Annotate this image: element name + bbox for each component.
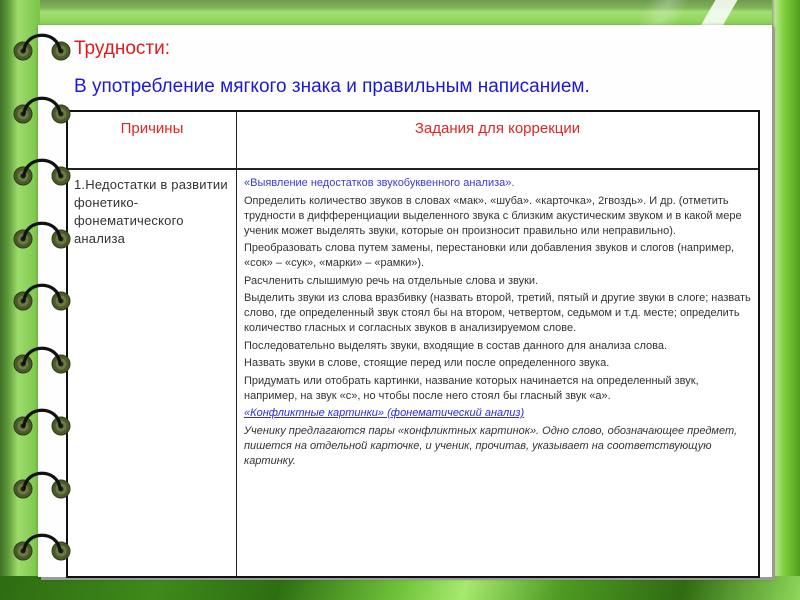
background-highlight-stripe [700, 0, 737, 26]
spiral-binding-ring-icon [10, 157, 72, 183]
task-item: Назвать звуки в слове, стоящие перед или после определенного звука. [244, 357, 610, 369]
spiral-binding-ring-icon [10, 532, 72, 558]
spiral-binding-ring-icon [10, 95, 72, 121]
task-item: Выделить звуки из слова вразбивку (назвать второй, третий, пятый и другие звуки в слоге; назвать слово, где определенный звук стоял бы на втором, четвертом, седьмом и т.д. месте; определить количество гласных и согласных звуков в анализируемом слове. [244, 292, 751, 334]
task-description: Ученику предлагаются пары «конфликтных картинок». Одно слово, обозначающее предмет, пишется на отдельной карточке, и ученик, прочитав, указывает на соответствующую картинку. [244, 424, 738, 467]
spiral-binding-ring-icon [10, 32, 72, 58]
task-item: Определить количество звуков в словах «мак». «шуба». «карточка», 2гвоздь». И др. (отметить трудности в дифференциации выделенного звука с близким акустическим звуком и в какой мере ученик может выделять звуки, которые он произносит правильно или неправильно). [244, 194, 742, 237]
header-causes: Причины [120, 120, 184, 137]
spiral-binding-ring-icon [10, 470, 72, 496]
task-item: Преобразовать слова путем замены, перестановки или добавления звуков и слогов (например, «сок» – «сук», «марки» – «рамки»). [244, 242, 735, 269]
header-correction-tasks: Задания для коррекции [414, 120, 581, 137]
conflict-pictures-link[interactable]: «Конфликтные картинки» (фонематический анализ) [244, 407, 525, 419]
background-bottom-strip [0, 576, 800, 600]
header-divider [68, 168, 758, 170]
task-heading: «Выявление недостатков звукобуквенного анализа». [244, 177, 515, 189]
task-item: Расчленить слышимую речь на отдельные слова и звуки. [244, 274, 539, 287]
task-item: Последовательно выделять звуки, входящие в состав данного для анализа слова. [244, 339, 668, 352]
task-item: Придумать или отобрать картинки, название которых начинается на определенный звук, например, на звук «с», но чтобы после него стоял бы гласный звук «а». [244, 374, 699, 402]
column-divider [236, 112, 237, 576]
spiral-binding-ring-icon [10, 407, 72, 433]
spiral-binding-ring-icon [10, 282, 72, 308]
cause-cell: 1.Недостатки в развитии фонетико-фонематического анализа [74, 177, 228, 246]
slide-subtitle: В употребление мягкого знака и правильным написанием. [74, 76, 590, 97]
background-right-strip [772, 0, 800, 600]
spiral-binding-ring-icon [10, 220, 72, 246]
tasks-cell [244, 176, 754, 471]
spiral-binding-ring-icon [10, 345, 72, 371]
correction-table [66, 110, 760, 578]
slide-title: Трудности: [74, 38, 171, 59]
